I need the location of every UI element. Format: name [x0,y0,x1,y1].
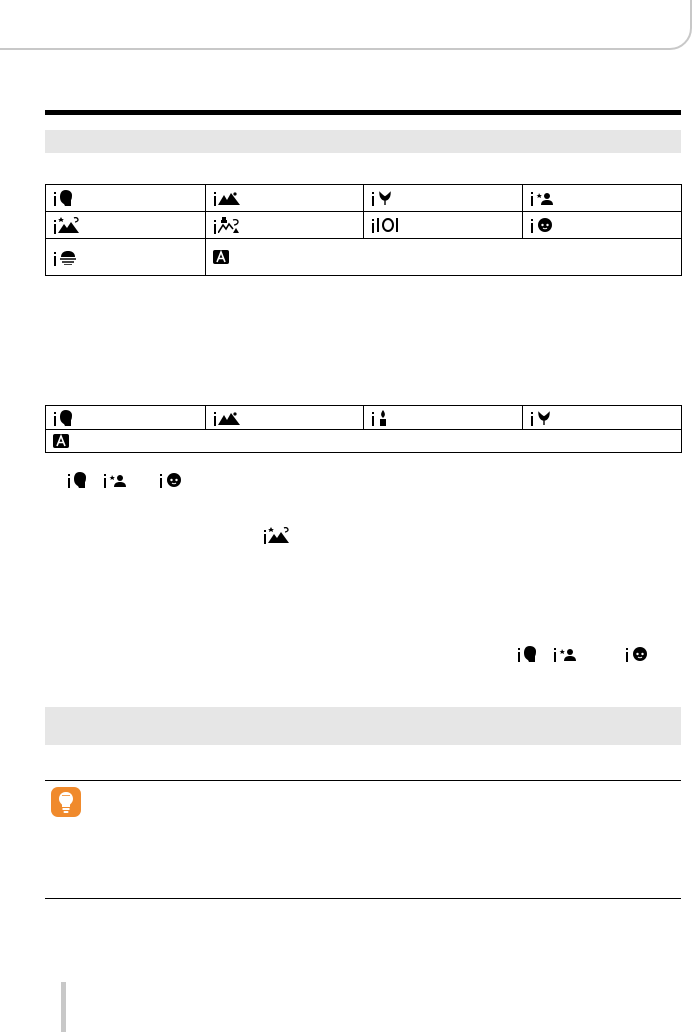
table-cell [46,185,206,212]
table-cell [364,212,523,239]
i-food-icon [370,217,400,233]
i-portrait-icon [52,190,74,206]
i-handheld-night-shot-icon [212,216,240,234]
scene-mode-table-photo [45,184,682,276]
table-cell [364,406,523,430]
auto-a-icon [212,249,230,265]
i-scenery-icon [212,190,240,206]
table-cell [523,185,682,212]
i-baby-icon [529,217,553,233]
i-night-scenery-icon [262,526,290,544]
i-night-portrait-icon [552,646,578,662]
i-sunset-icon [52,248,78,266]
i-baby-icon [158,472,182,488]
i-spotlight-icon [370,410,388,426]
tip-box-top-rule [45,780,681,781]
section-band-lower [45,707,681,745]
page-header-tab [0,0,692,50]
table-cell [206,212,364,239]
page-edge-marker [61,982,66,1032]
table-cell [364,185,523,212]
i-night-scenery-icon [52,216,80,234]
table-cell [46,239,206,276]
i-scenery-icon [212,410,240,426]
i-macro-icon [370,190,392,206]
i-baby-icon [624,646,648,662]
i-portrait-icon [516,646,538,662]
table-cell [46,406,206,430]
auto-a-icon [52,433,70,449]
table-cell [206,185,364,212]
i-macro-icon [529,410,551,426]
inline-icon-group-1 [66,472,182,488]
table-cell [523,406,682,430]
inline-icon-group-2 [262,526,290,544]
section-heading-rule [45,110,681,115]
lightbulb-icon [51,787,81,817]
tip-box-bottom-rule [45,898,681,899]
table-cell [46,212,206,239]
i-night-portrait-icon [102,472,128,488]
i-night-portrait-icon [529,190,555,206]
scene-mode-table-video [45,405,682,453]
inline-icon-group-3 [516,646,648,662]
table-cell [46,430,682,453]
section-band-top [45,130,681,153]
i-portrait-icon [52,410,74,426]
table-cell [523,212,682,239]
table-cell [206,239,682,276]
table-cell [206,406,364,430]
i-portrait-icon [66,472,88,488]
